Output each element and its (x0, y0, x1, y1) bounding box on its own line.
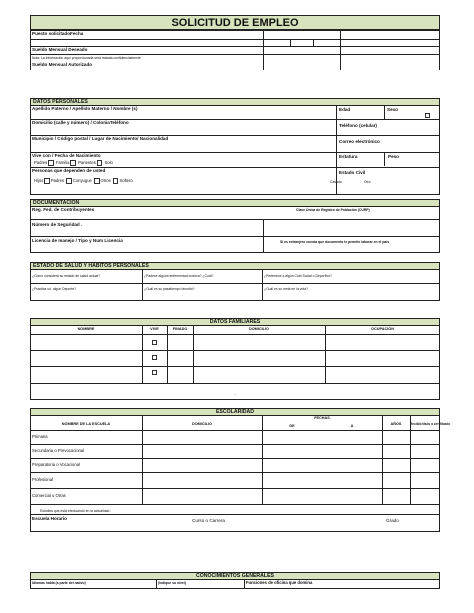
esc-row-preparatoria: Preparatoria o Vocacional (32, 462, 80, 467)
esc-row-profesional: Profesional (32, 477, 53, 482)
peso-label: Peso (388, 154, 399, 159)
otro-label: Otro (364, 180, 371, 184)
fam-col-ocupacion: OCUPACIÓN (371, 327, 394, 331)
idiomas-label: Idiomas habla (a parte del nativo) (32, 581, 86, 585)
fam-col-vive: VIVE (150, 327, 159, 331)
dep-opt-conyugue: Conyugue (72, 178, 92, 183)
vive-opt-padres: Padres (34, 160, 48, 165)
dependen-options[interactable] (34, 178, 133, 184)
section-salud: ESTADO DE SALUD Y HABITOS PERSONALES (30, 262, 440, 270)
sexo-label: Sexo (387, 107, 398, 112)
nivel-label: (indique su nivel) (158, 581, 186, 585)
vive-familia-checkbox[interactable] (70, 160, 76, 166)
esc-col-domicilio: DOMICILIO (191, 422, 213, 426)
salud-q2: ¿Padece alguna enfermedad crónica? ¿Cuál? (144, 274, 214, 278)
licencia-label: Licencia de manejo / Tipo y Num Licencia (32, 238, 123, 243)
esc-col-anos: AÑOS (390, 422, 402, 426)
esc-row-secundaria: Secundaria o Prevocacional (32, 448, 85, 453)
esc-row-comercial: Comercial u Otras (32, 493, 66, 498)
fam-vive-checkbox-2[interactable] (152, 355, 157, 360)
telefono-celular-label: Teléfono (celular) (339, 123, 377, 128)
salud-q5: ¿Cuál es su pasatiempo favorito? (144, 287, 195, 291)
vive-padres-checkbox[interactable] (48, 160, 54, 166)
vive-opt-parientes: Parientes (78, 160, 96, 165)
section-familiares: DATOS FAMILIARES (30, 318, 440, 326)
form-title: SOLICITUD DE EMPLEO (30, 15, 440, 30)
estatura-label: Estatura (339, 154, 358, 159)
fam-vive-checkbox-3[interactable] (152, 370, 157, 375)
dependen-label: Personas que dependen de usted (32, 168, 106, 173)
funciones-label: Funciones de oficina que domina (246, 580, 313, 585)
header-input-area[interactable] (30, 70, 440, 88)
esc-col-fechas: FECHAS (314, 416, 330, 420)
dep-padres-checkbox[interactable] (66, 178, 72, 184)
dep-otros-checkbox[interactable] (113, 178, 119, 184)
salud-q6: ¿Cuál es su meta en la vida? (264, 287, 308, 291)
casado-label: Casado (330, 180, 342, 184)
rfc-label: Reg. Fed. de Contribuyentes (32, 207, 95, 212)
fam-vive-checkbox-1[interactable] (152, 340, 157, 345)
vive-opt-familia: Familia (55, 160, 70, 165)
documentation-block (30, 206, 440, 253)
vive-parientes-checkbox[interactable] (97, 160, 103, 166)
dep-opt-soltero: Soltero (119, 178, 133, 183)
esc-row-primaria: Primaria (32, 434, 48, 439)
section-conocimientos: CONOCIMIENTOS GENERALES (30, 572, 440, 580)
salud-q1: ¿Cómo considera su estado de salud actual? (32, 274, 101, 278)
extranjero-label: Si es extranjero cuenta que documento le permite laborar en el país (280, 240, 390, 244)
vive-opt-solo: Solo (104, 160, 113, 165)
escuela-horario-label: Escuela Horario (32, 516, 67, 521)
section-documentacion: DOCUMENTACIÓN (30, 199, 440, 207)
sueldo-deseado-label: Sueldo Mensual Deseado (32, 47, 88, 52)
esc-col-a: A (350, 424, 354, 428)
knowledge-block (30, 579, 440, 589)
estudios-actuales-label: Estudios que está efectuando en la actualidad : (40, 509, 112, 513)
dep-conyugue-checkbox[interactable] (94, 178, 100, 184)
correo-label: Correo electrónico (339, 139, 380, 144)
curp-label: Clave Única de Registro de Población (CURP) (296, 208, 370, 212)
vive-con-label: Vive con / Fecha de Nacimiento (32, 153, 101, 158)
municipio-label: Municipio / Código postal / Lugar de Nacimiento/ Nacionalidad (32, 136, 169, 141)
fam-col-domicilio: DOMICILIO (248, 327, 270, 331)
fam-col-finado: FINADO (172, 327, 188, 331)
application-form (30, 12, 451, 597)
vive-con-options[interactable] (34, 160, 113, 166)
esc-col-de: DE (289, 424, 295, 428)
family-table (30, 325, 440, 400)
nota-text: Nota: La información aquí proporcionada será tratada confidencialmente (32, 56, 141, 60)
dep-opt-padres: Padres (50, 178, 65, 183)
sueldo-autorizado-label: Sueldo Mensual Autorizado (32, 62, 93, 67)
section-datos-personales: DATOS PERSONALES (30, 98, 440, 106)
nss-label: Número de Seguridad . (32, 222, 83, 227)
esc-col-escuela: NOMBRE DE LA ESCUELA (61, 422, 111, 426)
dep-opt-hijos: Hijos (34, 178, 44, 183)
apellidos-label: Apellido Paterno / Apellido Materno / Nombre (s) (32, 106, 138, 111)
curso-label: Curso o Carrera (192, 518, 225, 523)
grado-label: Grado (386, 518, 399, 523)
dep-hijos-checkbox[interactable] (44, 178, 50, 184)
section-escolaridad: ESCOLARIDAD (30, 408, 440, 416)
dep-opt-otros: Otros (100, 178, 111, 183)
salud-q3: ¿Pertenece a algún Club Social o Deportivo? (264, 274, 332, 278)
estado-civil-label: Estado Civil (339, 170, 366, 175)
edad-label: Edad (339, 107, 351, 112)
esc-col-titulo: Recibió título o certificado (410, 422, 451, 426)
domicilio-label: Domicilio (calle y número) / ColoniaTeléfono (32, 120, 129, 125)
sexo-checkbox[interactable] (425, 113, 430, 118)
puesto-label: Puesto solicitadoFecha (32, 31, 84, 36)
salud-q4: ¿Practica ud. algún Deporte? (32, 287, 77, 291)
fam-ellipsis: … (234, 392, 238, 396)
fam-col-nombre: NOMBRE (77, 327, 95, 331)
